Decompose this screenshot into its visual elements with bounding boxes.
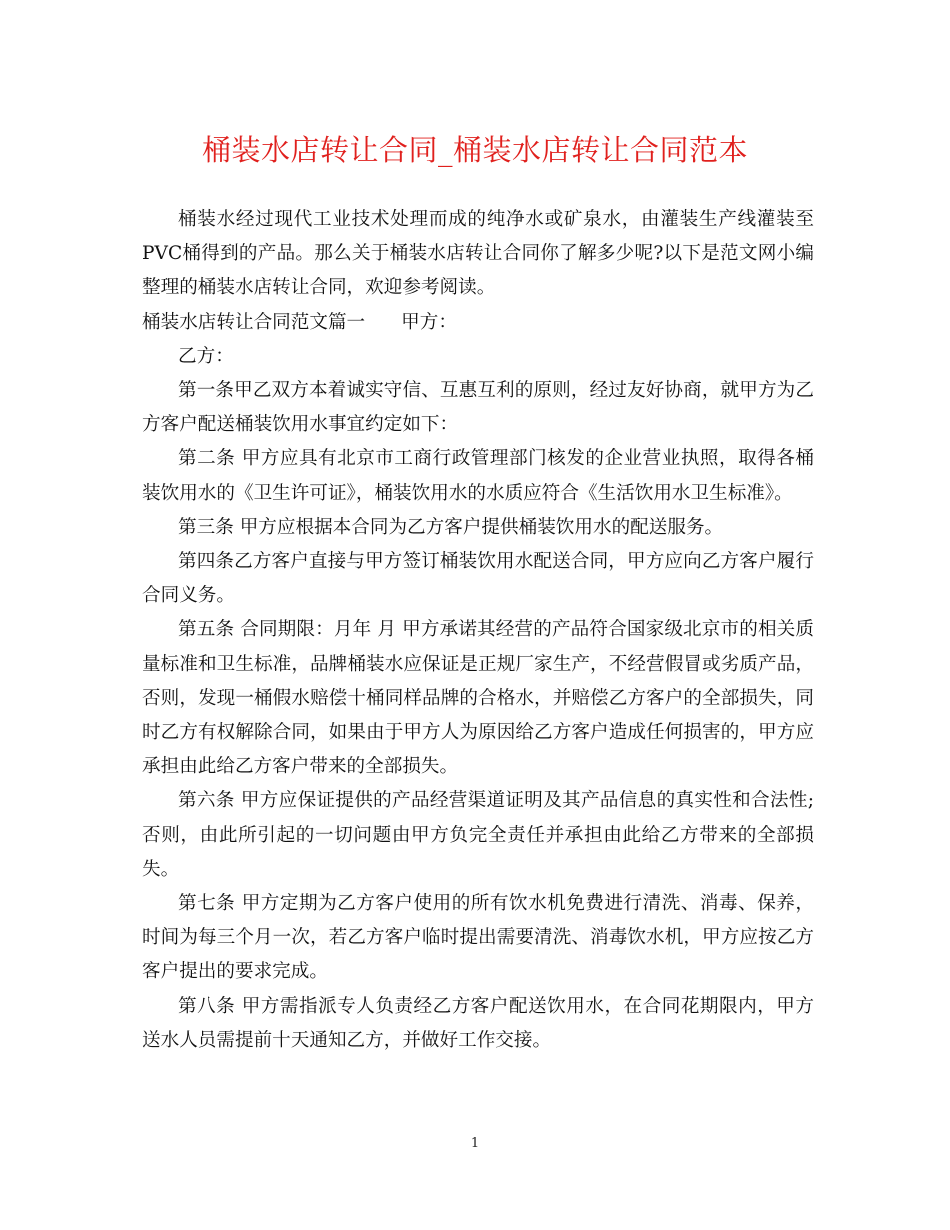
party-a-label: 甲方：: [401, 311, 457, 333]
article-4: 第四条乙方客户直接与甲方签订桶装饮用水配送合同，甲方应向乙方客户履行合同义务。: [142, 551, 814, 607]
article-8: 第八条 甲方需指派专人负责经乙方客户配送饮用水，在合同花期限内，甲方送水人员需提前十天通知乙方，并做好工作交接。: [142, 995, 814, 1051]
section-heading: 桶装水店转让合同范文篇一: [142, 311, 366, 333]
document-body: [142, 203, 814, 1058]
section-heading-line: [142, 306, 814, 340]
article-1: 第一条甲乙双方本着诚实守信、互惠互利的原则，经过友好协商，就甲方为乙方客户配送桶装饮用水事宜约定如下：: [142, 380, 814, 436]
article-3: 第三条 甲方应根据本合同为乙方客户提供桶装饮用水的配送服务。: [178, 516, 724, 538]
article-2: 第二条 甲方应具有北京市工商行政管理部门核发的企业营业执照，取得各桶装饮用水的《卫生许可证》，桶装饮用水的水质应符合《生活饮用水卫生标准》。: [142, 448, 814, 504]
page-number: 1: [470, 1136, 480, 1151]
document-title: 桶装水店转让合同_桶装水店转让合同范本: [201, 133, 748, 167]
article-7: 第七条 甲方定期为乙方客户使用的所有饮水机免费进行清洗、消毒、保养，时间为每三个月一次，若乙方客户临时提出需要清洗、消毒饮水机，甲方应按乙方客户提出的要求完成。: [142, 893, 814, 983]
article-6: 第六条 甲方应保证提供的产品经营渠道证明及其产品信息的真实性和合法性;否则，由此所引起的一切问题由甲方负完全责任并承担由此给乙方带来的全部损失。: [142, 790, 814, 880]
intro-paragraph: 桶装水经过现代工业技术处理而成的纯净水或矿泉水，由灌装生产线灌装至PVC桶得到的产品。那么关于桶装水店转让合同你了解多少呢?以下是范文网小编整理的桶装水店转让合同，欢迎参考阅读。: [142, 209, 814, 299]
article-5: 第五条 合同期限：月年 月 甲方承诺其经营的产品符合国家级北京市的相关质量标准和卫生标准，品牌桶装水应保证是正规厂家生产，不经营假冒或劣质产品，否则，发现一桶假水赔偿十桶同样品牌的合格水，并赔偿乙方客户的全部损失，同时乙方有权解除合同，如果由于甲方人为原因给乙方客户造成任何损害的，甲方应承担由此给乙方客户带来的全部损失。: [142, 619, 814, 778]
party-b-label: 乙方：: [178, 345, 234, 367]
